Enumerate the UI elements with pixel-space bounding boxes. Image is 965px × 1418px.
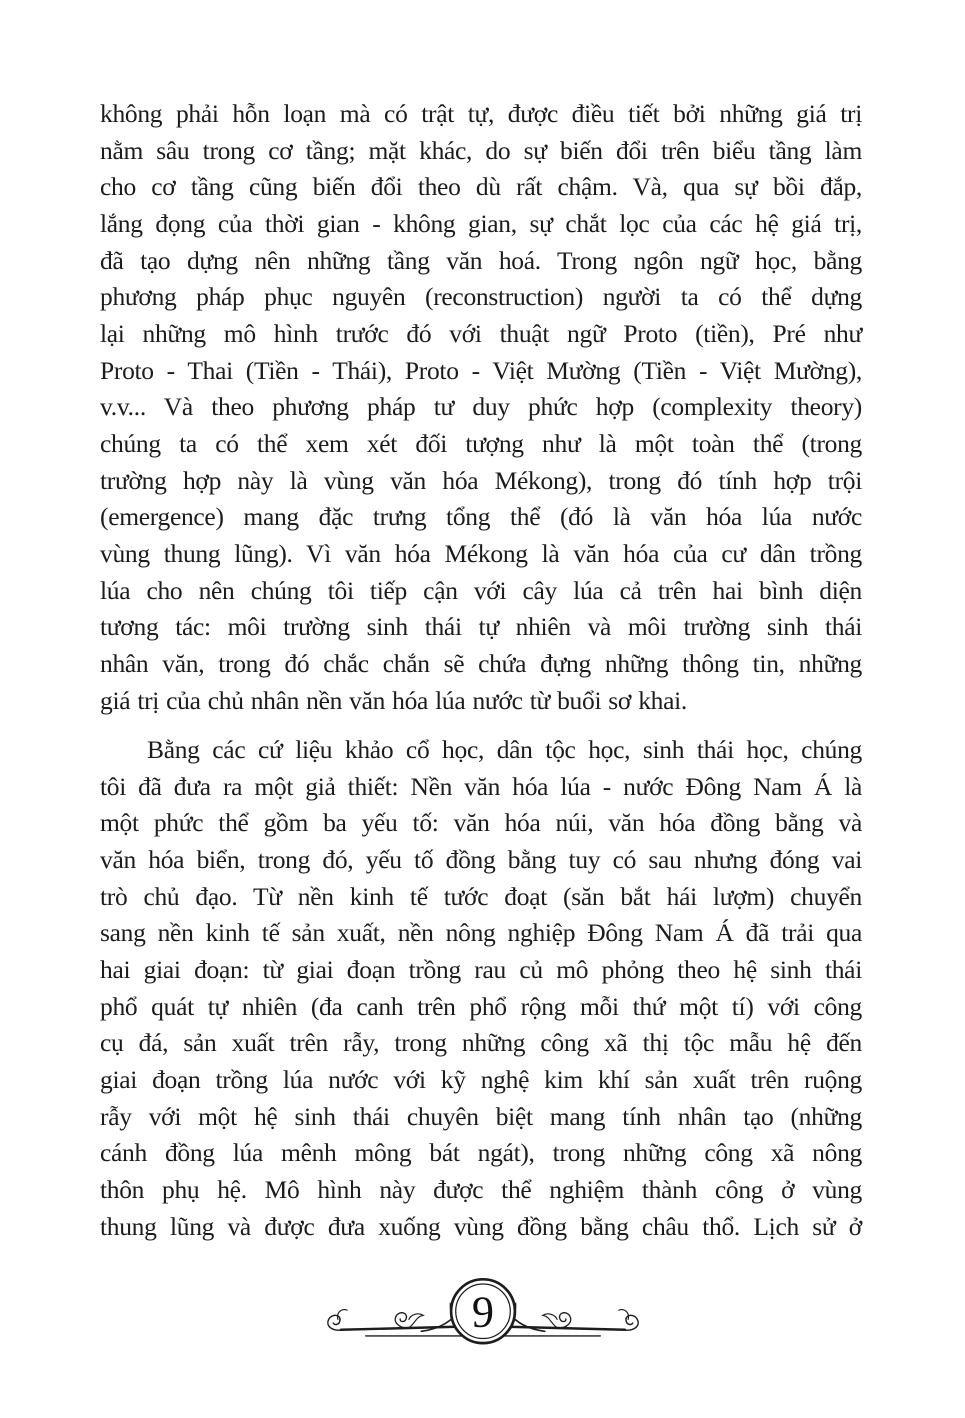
- page-footer: [0, 1268, 965, 1378]
- text-line: lại những mô hình trước đó với thuật ngữ Proto (tiền), Pré như: [100, 318, 862, 348]
- text-line: Bằng các cứ liệu khảo cổ học, dân tộc học, sinh thái học, chúng: [147, 735, 862, 765]
- text-line: giá trị của chủ nhân nền văn hóa lúa nước từ buổi sơ khai.: [100, 685, 687, 715]
- text-line: hai giai đoạn: từ giai đoạn trồng rau củ mô phỏng theo hệ sinh thái: [100, 955, 862, 985]
- text-line: rẫy với một hệ sinh thái chuyên biệt mang tính nhân tạo (những: [100, 1101, 862, 1131]
- text-line: (emergence) mang đặc trưng tổng thể (đó là văn hóa lúa nước: [100, 502, 862, 532]
- text-line: đã tạo dựng nên những tầng văn hoá. Trong ngôn ngữ học, bằng: [100, 245, 862, 275]
- text-line: tôi đã đưa ra một giả thiết: Nền văn hóa lúa - nước Đông Nam Á là: [100, 771, 862, 801]
- text-line: Proto - Thai (Tiền - Thái), Proto - Việt Mường (Tiền - Việt Mường),: [100, 355, 862, 385]
- text-line: nằm sâu trong cơ tầng; mặt khác, do sự biến đổi trên biểu tầng làm: [100, 135, 862, 165]
- text-line: không phải hỗn loạn mà có trật tự, được điều tiết bởi những giá trị: [100, 99, 862, 128]
- text-line: tương tác: môi trường sinh thái tự nhiên và môi trường sinh thái: [100, 612, 862, 642]
- text-line: trò chủ đạo. Từ nền kinh tế tước đoạt (săn bắt hái lượm) chuyển: [100, 881, 862, 911]
- text-line: chúng ta có thể xem xét đối tượng như là một toàn thể (trong: [100, 428, 862, 458]
- text-block: [100, 96, 862, 1245]
- text-line: cho cơ tầng cũng biến đổi theo dù rất chậm. Và, qua sự bồi đắp,: [100, 172, 862, 202]
- page-number: 9: [471, 1287, 494, 1337]
- text-line: thung lũng và được đưa xuống vùng đồng bằng châu thổ. Lịch sử ở: [100, 1211, 862, 1241]
- text-line: v.v... Và theo phương pháp tư duy phức hợp (complexity theory): [100, 392, 862, 422]
- text-line: cụ đá, sản xuất trên rẫy, trong những công xã thị tộc mẫu hệ đến: [100, 1028, 862, 1058]
- paragraph: [100, 96, 862, 719]
- paragraph: [100, 732, 862, 1245]
- text-line: phổ quát tự nhiên (đa canh trên phổ rộng mỗi thứ một tí) với công: [100, 991, 862, 1021]
- text-line: một phức thể gồm ba yếu tố: văn hóa núi, văn hóa đồng bằng và: [100, 808, 862, 838]
- flourish-ornament: [318, 1268, 648, 1374]
- text-line: lúa cho nên chúng tôi tiếp cận với cây lúa cả trên hai bình diện: [100, 575, 862, 605]
- text-line: trường hợp này là vùng văn hóa Mékong), trong đó tính hợp trội: [100, 465, 862, 495]
- text-line: sang nền kinh tế sản xuất, nền nông nghiệp Đông Nam Á đã trải qua: [100, 918, 862, 948]
- text-line: thôn phụ hệ. Mô hình này được thể nghiệm thành công ở vùng: [100, 1175, 862, 1205]
- text-line: vùng thung lũng). Vì văn hóa Mékong là văn hóa của cư dân trồng: [100, 538, 862, 568]
- text-line: nhân văn, trong đó chắc chắn sẽ chứa đựng những thông tin, những: [100, 648, 862, 678]
- text-line: giai đoạn trồng lúa nước với kỹ nghệ kim khí sản xuất trên ruộng: [100, 1065, 862, 1095]
- text-line: văn hóa biển, trong đó, yếu tố đồng bằng tuy có sau nhưng đóng vai: [100, 845, 862, 875]
- text-line: lắng đọng của thời gian - không gian, sự chắt lọc của các hệ giá trị,: [100, 208, 862, 238]
- text-line: cánh đồng lúa mênh mông bát ngát), trong những công xã nông: [100, 1138, 862, 1168]
- text-line: phương pháp phục nguyên (reconstruction) người ta có thể dựng: [100, 282, 862, 312]
